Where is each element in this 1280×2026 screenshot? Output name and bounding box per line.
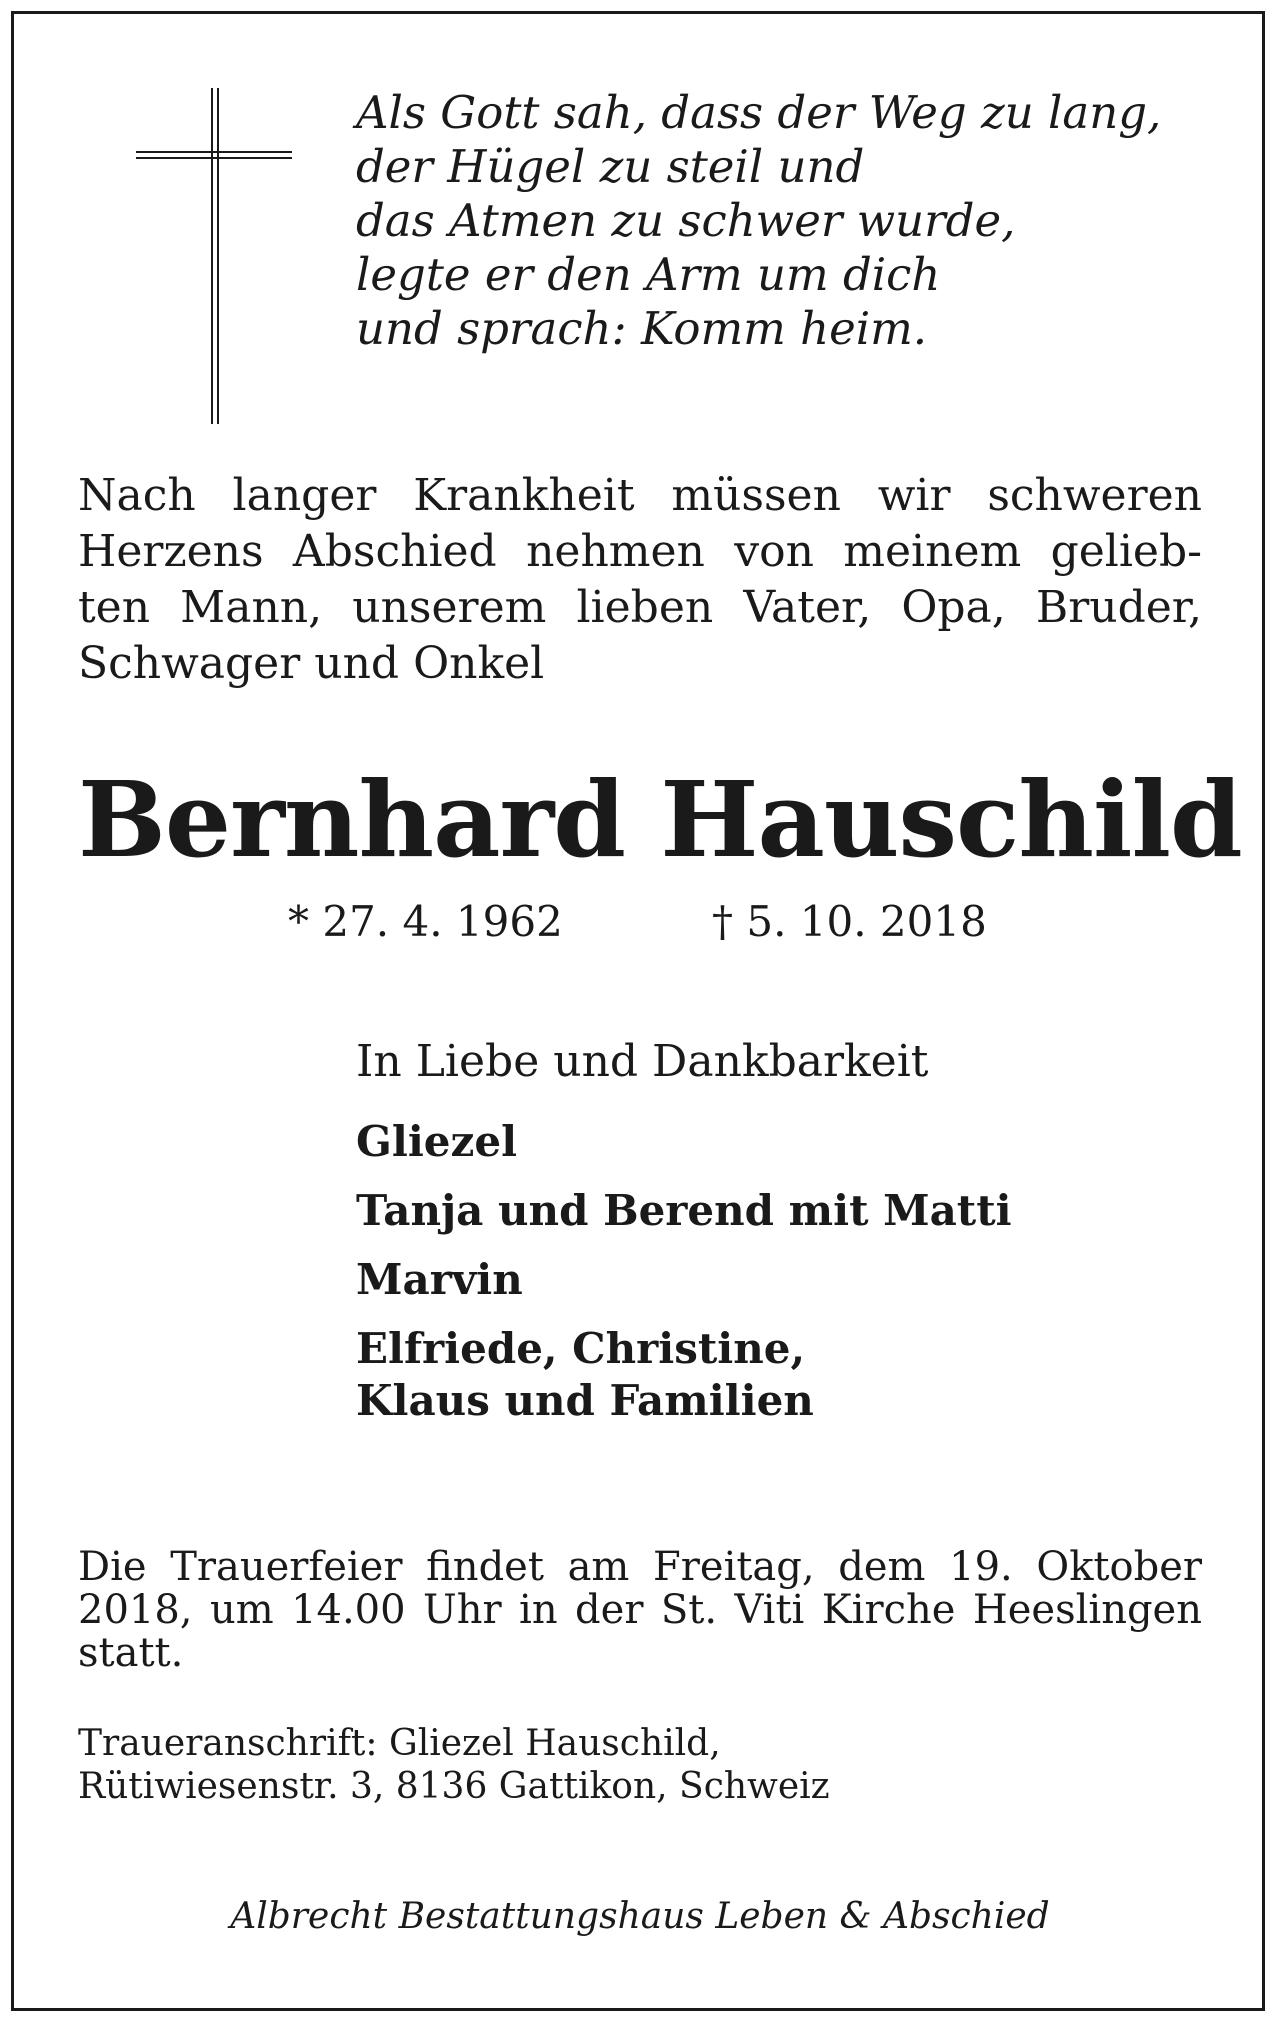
mourner-entry	[356, 1254, 1012, 1306]
mourner-entry	[356, 1185, 1012, 1237]
mourner-entry	[356, 1323, 1012, 1427]
mourner-line: Marvin	[356, 1255, 523, 1304]
poem-line: und sprach: Komm heim.	[356, 302, 928, 355]
poem-line: legte er den Arm um dich	[356, 248, 941, 301]
address-line: Rütiwiesenstr. 3, 8136 Gattikon, Schweiz	[78, 1766, 830, 1807]
funeral-line: statt.	[78, 1630, 184, 1676]
funeral-line: Die Trauerfeier findet am Freitag, dem 19. Oktober	[78, 1544, 1202, 1590]
intro-line: Nach langer Krankheit müssen wir schweren	[78, 470, 1202, 521]
poem	[356, 86, 1216, 356]
undertaker-credit: Albrecht Bestattungshaus Leben & Abschied	[230, 1896, 1050, 1937]
intro-text	[78, 468, 1202, 692]
death-date: † 5. 10. 2018	[712, 897, 987, 946]
poem-line: das Atmen zu schwer wurde,	[356, 194, 1016, 247]
funeral-info	[78, 1546, 1202, 1675]
mourner-line: Tanja und Berend mit Matti	[356, 1186, 1012, 1235]
mourner-line: Klaus und Familien	[356, 1376, 814, 1425]
cross-icon	[134, 88, 294, 424]
poem-line: Als Gott sah, dass der Weg zu lang,	[356, 86, 1162, 139]
funeral-line: 2018, um 14.00 Uhr in der St. Viti Kirche Heeslingen	[78, 1587, 1202, 1633]
mourning-address	[78, 1722, 830, 1808]
poem-line: der Hügel zu steil und	[356, 140, 865, 193]
birth-date: * 27. 4. 1962	[288, 897, 563, 946]
mourners-list	[356, 1116, 1012, 1444]
mourner-line: Elfriede, Christine,	[356, 1324, 806, 1373]
mourner-entry	[356, 1116, 1012, 1168]
intro-line: Schwager und Onkel	[78, 638, 545, 689]
mourner-line: Gliezel	[356, 1117, 518, 1166]
dedication: In Liebe und Dankbarkeit	[356, 1036, 929, 1087]
intro-line: Herzens Abschied nehmen von meinem gelieb-	[78, 526, 1202, 577]
deceased-name: Bernhard Hauschild	[78, 758, 1242, 881]
address-line: Traueranschrift: Gliezel Hauschild,	[78, 1723, 721, 1764]
intro-line: ten Mann, unserem lieben Vater, Opa, Bruder,	[78, 582, 1202, 633]
